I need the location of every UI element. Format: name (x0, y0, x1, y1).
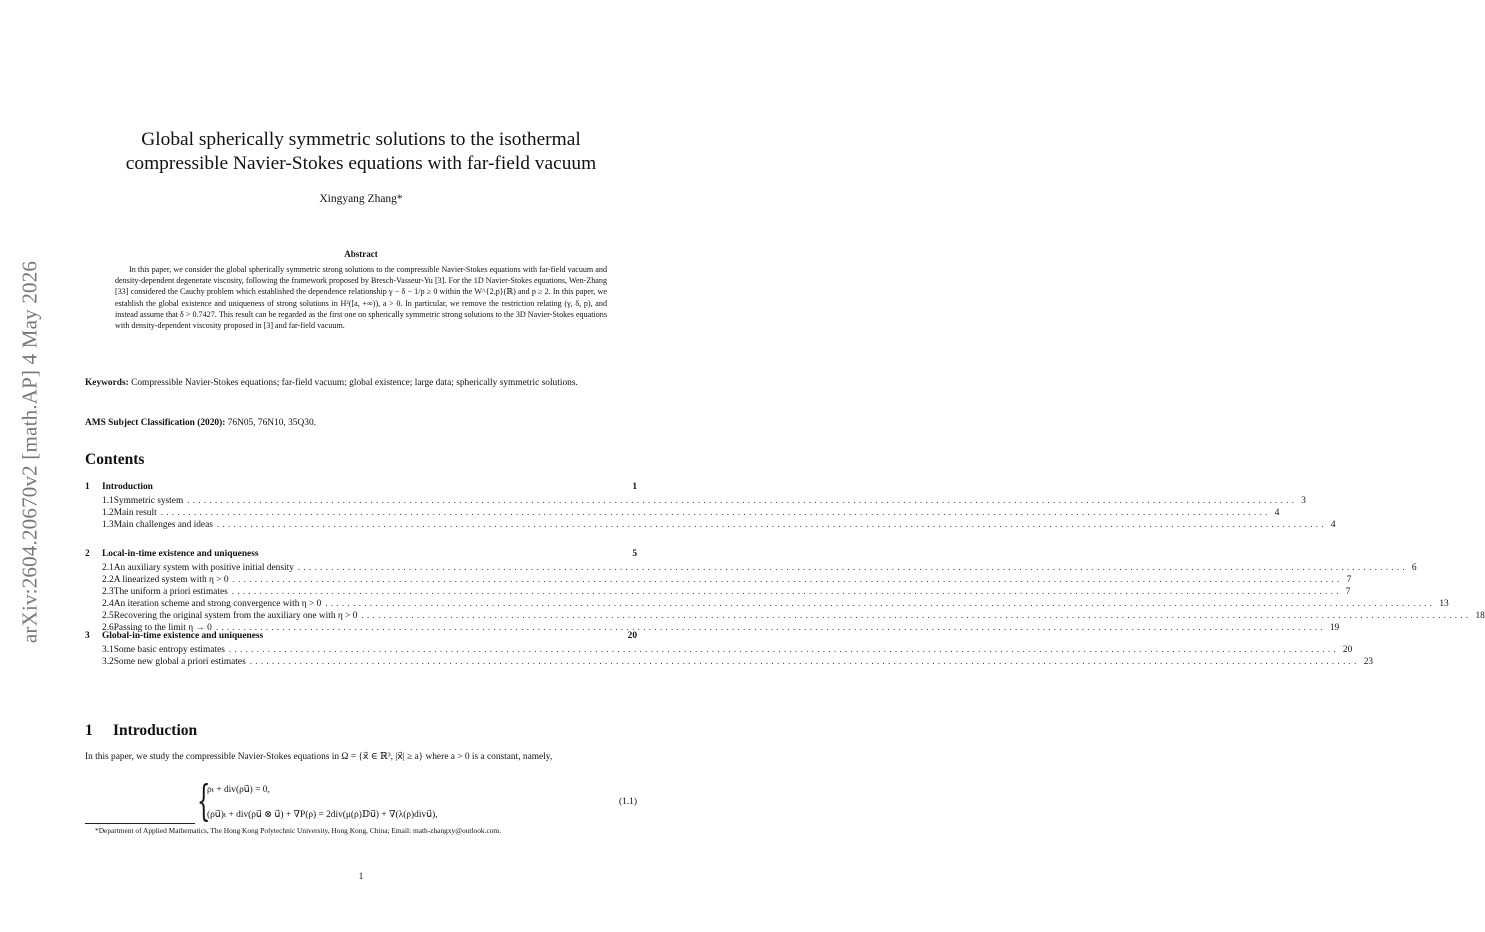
toc-subsection-label: The uniform a priori estimates (113, 587, 228, 597)
toc-section-link[interactable] (85, 549, 637, 562)
equation-1-1 (197, 776, 637, 829)
intro-paragraph: In this paper, we study the compressible Navier-Stokes equations in Ω = {x⃗ ∈ ℝ³, |x⃗| ≥ a} where a > 0 is a constant, namely, (85, 752, 553, 762)
ams-classification (85, 418, 637, 428)
toc-subsection-label: Symmetric system (113, 496, 184, 506)
toc-subsection-page: 3 (1301, 496, 1306, 506)
toc-section-block (85, 482, 1336, 531)
footnote-text: *Department of Applied Mathematics, The Hong Kong Polytechnic University, Hong Kong, China; Email: math-zhangxy@outlook.com. (95, 826, 502, 835)
toc-leader-dots: ........................................................................................................................................................................................................ (228, 644, 1339, 654)
toc-subsection-number: 1.2 (102, 508, 114, 518)
toc-section-link[interactable] (85, 631, 637, 644)
toc-subsection-link[interactable] (85, 598, 1449, 610)
toc-leader-dots: ........................................................................................................................................................................................................ (325, 598, 1436, 608)
toc-section-page: 5 (632, 549, 637, 559)
equation-tag: (1.1) (619, 797, 637, 807)
toc-subsection-number: 2.4 (102, 599, 114, 609)
toc-section-link[interactable] (85, 482, 637, 495)
toc-section-number: 3 (85, 631, 90, 641)
toc-subsection-label: Passing to the limit η → 0 (113, 623, 212, 633)
equation-line-1: ρₜ + div(ρu⃗) = 0, (207, 785, 270, 795)
contents-title: Contents (85, 451, 145, 468)
toc-subsection-page: 7 (1346, 575, 1352, 585)
toc-leader-dots: ........................................................................................................................................................................................................ (232, 574, 1343, 584)
ams-text: 76N05, 76N10, 35Q30. (227, 418, 316, 428)
section-heading-introduction (85, 722, 197, 740)
toc-subsection-label: An auxiliary system with positive initial density (113, 563, 294, 573)
toc-subsection-link[interactable] (85, 644, 1353, 656)
toc-section-label: Global-in-time existence and uniqueness (102, 631, 264, 641)
page-number: 1 (358, 872, 364, 882)
toc-subsection-page: 7 (1345, 587, 1351, 597)
toc-subsection-link[interactable] (85, 586, 1351, 598)
toc-subsection-number: 2.2 (102, 575, 114, 585)
toc-section-label: Introduction (102, 482, 153, 492)
abstract-body (115, 264, 607, 331)
toc-subsection-number: 1.1 (102, 496, 114, 506)
toc-leader-dots: ........................................................................................................................................................................................................ (216, 519, 1327, 529)
footnote (85, 826, 637, 836)
toc-subsection-link[interactable] (85, 574, 1352, 586)
toc-leader-dots: ........................................................................................................................................................................................................ (249, 656, 1360, 666)
toc-subsection-label: Recovering the original system from the auxiliary one with η > 0 (113, 611, 358, 621)
toc-subsection-page: 4 (1330, 520, 1336, 530)
toc-subsection-number: 3.2 (102, 657, 114, 667)
toc-subsection-label: Some basic entropy estimates (113, 645, 225, 655)
toc-leader-dots: ........................................................................................................................................................................................................ (160, 507, 1271, 517)
toc-subsection-page: 20 (1342, 645, 1353, 655)
title-line-2: compressible Navier-Stokes equations with far-field vacuum (125, 153, 597, 174)
toc-subsection-label: An iteration scheme and strong convergence with η > 0 (113, 599, 322, 609)
toc-leader-dots: ........................................................................................................................................................................................................ (215, 622, 1326, 632)
author: Xingyang Zhang* (319, 193, 403, 205)
toc-leader-dots: ........................................................................................................................................................................................................ (231, 586, 1342, 596)
toc-subsection-label: Some new global a priori estimates (113, 657, 246, 667)
section-number: 1 (85, 722, 93, 739)
toc-section-label: Local-in-time existence and uniqueness (102, 549, 259, 559)
abstract-heading: Abstract (344, 249, 378, 259)
toc-subsection-link[interactable] (85, 507, 1280, 519)
keywords-label: Keywords: (85, 378, 129, 388)
toc-subsection-link[interactable] (85, 562, 1417, 574)
paper-title (85, 128, 637, 176)
toc-subsection-link[interactable] (85, 656, 1374, 668)
section-title: Introduction (113, 722, 198, 739)
toc-section-page: 20 (627, 631, 637, 641)
toc-subsection-link[interactable] (85, 519, 1336, 531)
toc-subsection-page: 19 (1329, 623, 1340, 633)
toc-subsection-number: 3.1 (102, 645, 114, 655)
toc-subsection-number: 1.3 (102, 520, 114, 530)
toc-subsection-page: 13 (1439, 599, 1449, 609)
footnote-rule (85, 823, 195, 824)
toc-section-block (85, 549, 1485, 634)
toc-subsection-number: 2.1 (102, 563, 114, 573)
toc-subsection-page: 18 (1475, 611, 1485, 621)
toc-subsection-link[interactable] (85, 495, 1306, 507)
toc-subsection-label: Main result (113, 508, 157, 518)
toc-section-block (85, 631, 1374, 668)
arxiv-stamp (14, 248, 46, 656)
abstract-text: In this paper, we consider the global spherically symmetric strong solutions to the compressible Navier-Stokes equations with far-field vacuum and density-dependent degenerate viscosity, following the framework proposed by Bresch-Vasseur-Yu [3]. For the 1D Navier-Stokes equations, Wen-Zhang [33] considered the Cauchy problem which established the dependence relationship γ − δ − 1/p ≥ 0 within the W^{2,p}(ℝ) and p ≥ 2. In this paper, we establish the global existence and uniqueness of strong solutions in H²([a, +∞)), a > 0. In particular, we remove the restriction relating (γ, δ, p), and instead assume that δ > 0.7427. This result can be regarded as the first one on spherically symmetric strong solutions to the 3D Navier-Stokes equations with density-dependent viscosity proposed in [3] and far-field vacuum. (115, 265, 607, 331)
toc-subsection-number: 2.3 (102, 587, 114, 597)
toc-leader-dots: ........................................................................................................................................................................................................ (187, 495, 1298, 505)
keywords-text: Compressible Navier-Stokes equations; far-field vacuum; global existence; large data; spherically symmetric solutions. (131, 378, 578, 388)
toc-section-number: 2 (85, 549, 90, 559)
toc-subsection-page: 23 (1363, 657, 1374, 667)
toc-leader-dots: ........................................................................................................................................................................................................ (297, 562, 1408, 572)
toc-subsection-label: Main challenges and ideas (113, 520, 213, 530)
keywords (85, 377, 637, 389)
arxiv-stamp-text: arXiv:2604.20670v2 [math.AP] 4 May 2026 (17, 260, 42, 644)
equation-line-2: (ρu⃗)ₜ + div(ρu⃗ ⊗ u⃗) + ∇P(ρ) = 2div(μ(ρ)𝔻u⃗) + ∇(λ(ρ)divu⃗), (207, 810, 438, 820)
toc-subsection-page: 4 (1274, 508, 1280, 518)
toc-leader-dots: ........................................................................................................................................................................................................ (361, 610, 1472, 620)
toc-section-number: 1 (85, 482, 90, 492)
toc-subsection-label: A linearized system with η > 0 (113, 575, 229, 585)
equation-brace: { (197, 776, 211, 825)
title-line-1: Global spherically symmetric solutions to the isothermal (141, 129, 581, 150)
toc-section-page: 1 (632, 482, 637, 492)
toc-subsection-number: 2.6 (102, 623, 114, 633)
toc-subsection-link[interactable] (85, 610, 1485, 622)
ams-label: AMS Subject Classification (2020): (85, 418, 226, 428)
toc-subsection-number: 2.5 (102, 611, 114, 621)
toc-subsection-page: 6 (1411, 563, 1417, 573)
